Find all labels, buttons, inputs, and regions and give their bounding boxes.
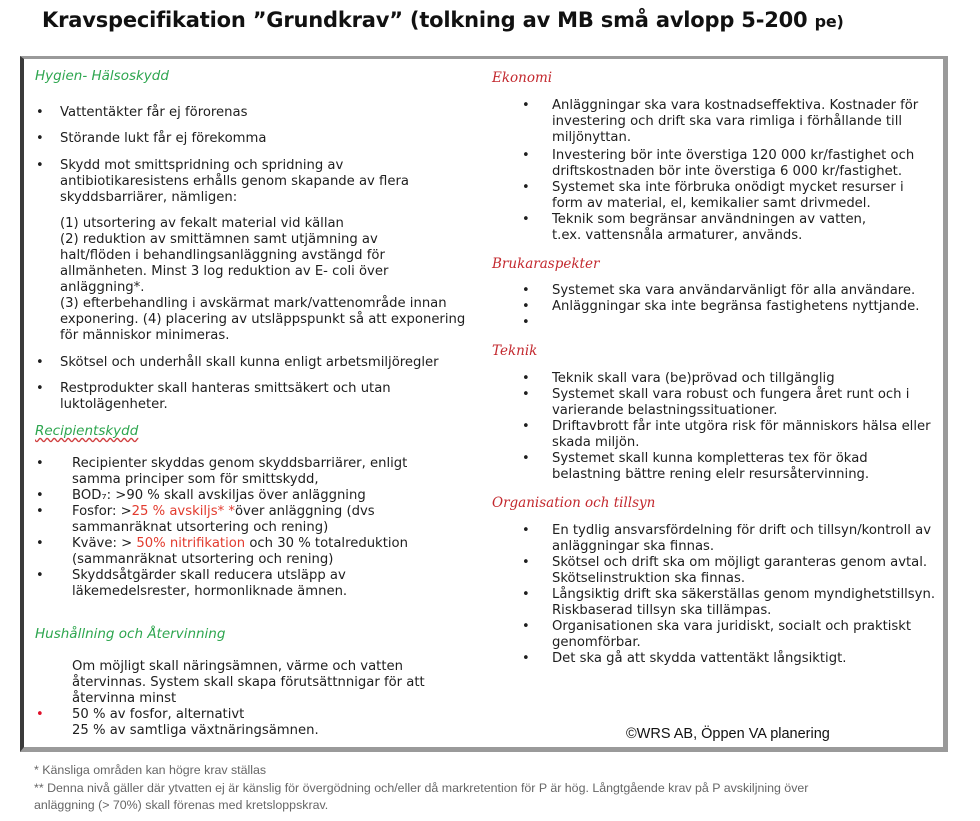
heading-ekonomi: Ekonomi (492, 70, 553, 86)
heading-organisation: Organisation och tillsyn (492, 495, 656, 511)
footnote-3: anläggning (> 70%) skall förenas med kretsloppskrav. (34, 798, 329, 812)
footnote-2: ** Denna nivå gäller där ytvatten ej är känslig för övergödning och/eller då markretention för P är hög. Långtgående krav på P avskiljning över (34, 781, 809, 795)
barrier-1: (1) utsortering av fekalt material vid källan (60, 216, 344, 231)
page-title: Kravspecifikation ”Grundkrav” (tolkning av MB små avlopp 5-200 pe) (42, 8, 844, 32)
barrier-2: (2) reduktion av smittämnen samt utjämning av halt/flöden i behandlingsanläggning avstängd för allmänheten. Minst 3 log reduktion av E- coli över anläggning*. (60, 232, 389, 295)
hushallning-text: Om möjligt skall näringsämnen, värme och vatten återvinnas. System skall skapa förutsättnnigar för att återvinna minst (72, 659, 425, 706)
heading-hygien: Hygien- Hälsoskydd (35, 68, 169, 84)
heading-teknik: Teknik (492, 343, 538, 359)
heading-hushallning: Hushållning och Återvinning (35, 626, 226, 642)
bullet-red-icon: • (36, 707, 44, 722)
heading-brukaraspekter: Brukaraspekter (492, 256, 600, 272)
footnote-1: * Känsliga områden kan högre krav ställas (34, 763, 267, 777)
hushallning-line-1: 50 % av fosfor, alternativt (72, 707, 245, 722)
copyright: ©WRS AB, Öppen VA planering (626, 726, 830, 742)
barrier-3: (3) efterbehandling i avskärmat mark/vattenområde innan exponering. (4) placering av utsläppspunkt så att exponering för människor minimeras. (60, 296, 466, 343)
heading-recipientskydd: Recipientskydd (35, 423, 139, 439)
hushallning-line-2: 25 % av samtliga växtnäringsämnen. (72, 723, 319, 738)
requirements-box: Hygien- Hälsoskydd • Vattentäkter får ej förorenas • Störande lukt får ej förekomma • Skydd mot smittspridning och spridning av antibiotikaresistens erhålls genom skapande av flera skyddsbarriärer, nämligen: (1) utsortering av fekalt material vid källan (2) reduktion av smittämnen samt utjämning av halt/flöden i behandlingsanläggning avstängd för allmänheten. Minst 3 log reduktion av E- coli över anläggning*. (3) efterbehandling i avskärmat mark/vattenområde innan exponering. (4) placering av utsläppspunkt så att exponering för människor minimeras. • Skötsel och underhåll skall kunna enligt arbetsmiljöregler • Restprodukter skall hanteras smittsäkert och utan luktolägenheter. Recipientskydd • Recipienter skyddas genom skyddsbarriärer, enligt samma principer som för smittskydd, • BOD₇: >90 % skall avskiljas över anläggning • Fosfor: >25 % avskiljs* *över anläggning (dvs sammanräknat utsortering och rening) • Kväve: > 50% nitrifikation och 30 % totalreduktion (sammanräknat utsortering och rening) • Skyddsåtgärder skall reducera utsläpp av läkemedelsrester, hormonliknade ämnen. Hushållning och Återvinning Om möjligt skall näringsämnen, värme och vatten återvinnas. System skall skapa förutsättnnigar för att återvinna minst • 50 % av fosfor, alternativt 25 % av samtliga växtnäringsämnen. Ekonomi • Anläggningar ska vara kostnadseffektiva. Kostnader för investering och drift ska vara rimliga i förhållande till miljönyttan. • Investering bör inte överstiga 120 000 kr/fastighet och driftskostnaden bör inte överstiga 6 000 kr/fastighet. • Systemet ska inte förbruka onödigt mycket resurser i form av material, el, kemikalier samt drivmedel. • Teknik som begränsar användningen av vatten, t.ex. vattensnåla armaturer, används. Brukaraspekter • Systemet ska vara användarvänligt för alla användare. • Anläggningar ska inte begränsa fastighetens nyttjande. • Teknik • Teknik skall vara (be)prövad och tillgänglig • Systemet skall vara robust och fungera året runt och i varierande belastningssituationer. • Driftavbrott får inte utgöra risk för människors hälsa eller skada miljön. • Systemet skall kunna kompletteras tex för ökad belastning bättre rening elelr resursåtervinning. Organisation och tillsyn • En tydlig ansvarsfördelning för drift och tillsyn/kontroll av anläggningar ska finnas. • Skötsel och drift ska om möjligt garanteras genom avtal. Skötselinstruktion ska finnas. • Långsiktig drift ska säkerställas genom myndighetstillsyn. Riskbaserad tillsyn ska tillämpas. • Organisationen ska vara juridiskt, socialt och praktiskt genomförbar. • Det ska gå att skydda vattentäkt långsiktigt. (20, 56, 948, 752)
